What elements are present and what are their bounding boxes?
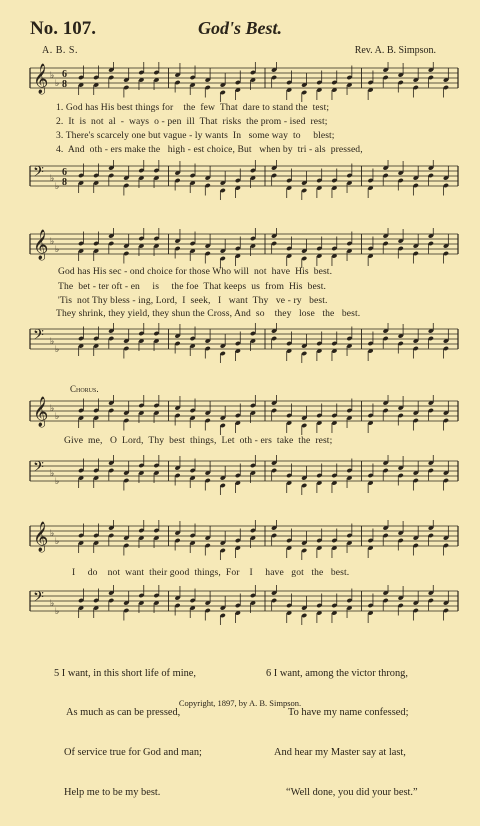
hymn-title: God's Best. <box>197 18 282 38</box>
bass-clef-icon: 𝄢 <box>33 164 44 184</box>
flat-icon: ♭ <box>55 412 60 422</box>
verse-5-line-1: 5 I want, in this short life of mine, <box>54 667 196 679</box>
system-1-lyric-4: 4. And oth - ers make the high - est choice, But when by tri - als pressed, <box>56 144 363 155</box>
system-1-lyric-3: 3. There's scarcely one but vague - ly wants In some way to blest; <box>56 130 335 141</box>
verse-5-line-3: Of service true for God and man; <box>64 747 202 759</box>
system-1-lyric-1: 1. God has His best things for the few That dare to stand the test; <box>56 102 330 113</box>
bass-clef-icon: 𝄢 <box>33 589 44 609</box>
flat-icon: ♭ <box>50 469 55 479</box>
system-4-treble-staff <box>0 520 480 560</box>
system-1-bass-staff <box>0 160 480 200</box>
flat-icon: ♭ <box>55 182 60 192</box>
time-signature: 8 <box>62 79 67 90</box>
flat-icon: ♭ <box>55 607 60 617</box>
system-2-lyric-1: God has His sec - ond choice for those Who will not have His best. <box>58 266 333 277</box>
flat-icon: ♭ <box>55 477 60 487</box>
system-3-treble-staff <box>0 395 480 435</box>
treble-clef-icon: 𝄞 <box>33 397 49 427</box>
system-2-lyric-2: The bet - ter oft - en is the foe That keeps us from His best. <box>58 281 326 292</box>
chorus-label: Chorus. <box>70 384 99 394</box>
verse-5 <box>54 640 202 826</box>
words-credit: Rev. A. B. Simpson. <box>354 45 436 56</box>
system-3-bass-staff <box>0 455 480 495</box>
verse-6 <box>266 640 418 826</box>
copyright: Copyright, 1897, by A. B. Simpson. <box>178 698 302 708</box>
flat-icon: ♭ <box>55 537 60 547</box>
system-2-bass-staff <box>0 323 480 363</box>
time-signature: 6 <box>62 167 67 178</box>
flat-icon: ♭ <box>55 245 60 255</box>
verse-6-line-3: And hear my Master say at last, <box>274 747 406 759</box>
verse-6-line-1: 6 I want, among the victor throng, <box>266 667 408 679</box>
music-credit: A. B. S. <box>42 45 78 56</box>
flat-icon: ♭ <box>50 529 55 539</box>
system-2-treble-staff <box>0 228 480 268</box>
flat-icon: ♭ <box>55 345 60 355</box>
verse-6-line-2: To have my name confessed; <box>288 707 409 719</box>
flat-icon: ♭ <box>50 71 55 81</box>
verse-5-line-2: As much as can be pressed, <box>66 707 181 719</box>
system-1-treble-staff <box>0 62 480 102</box>
system-4-bass-staff <box>0 585 480 625</box>
bass-clef-icon: 𝄢 <box>33 327 44 347</box>
time-signature: 6 <box>62 69 67 80</box>
flat-icon: ♭ <box>55 79 60 89</box>
flat-icon: ♭ <box>50 174 55 184</box>
verse-6-line-4: “Well done, you did your best.” <box>286 787 418 799</box>
treble-clef-icon: 𝄞 <box>33 522 49 552</box>
system-2-lyric-4: They shrink, they yield, they shun the Cross, And so they lose the best. <box>56 308 361 319</box>
flat-icon: ♭ <box>50 237 55 247</box>
flat-icon: ♭ <box>50 599 55 609</box>
time-signature: 8 <box>62 177 67 188</box>
system-4-lyric-1: I do not want their good things, For I have got the best. <box>72 567 350 578</box>
system-2-lyric-3: 'Tis not Thy bless - ing, Lord, I seek, I want Thy ve - ry best. <box>58 295 328 306</box>
system-3-lyric-1: Give me, O Lord, Thy best things, Let oth - ers take the rest; <box>64 435 333 446</box>
flat-icon: ♭ <box>50 404 55 414</box>
bass-clef-icon: 𝄢 <box>33 459 44 479</box>
hymn-number: No. 107. <box>30 18 96 39</box>
treble-clef-icon: 𝄞 <box>33 230 49 260</box>
verse-5-line-4: Help me to be my best. <box>64 787 161 799</box>
treble-clef-icon: 𝄞 <box>33 64 49 94</box>
system-1-lyric-2: 2. It is not al - ways o - pen ill That risks the prom - ised rest; <box>56 116 328 127</box>
flat-icon: ♭ <box>50 337 55 347</box>
